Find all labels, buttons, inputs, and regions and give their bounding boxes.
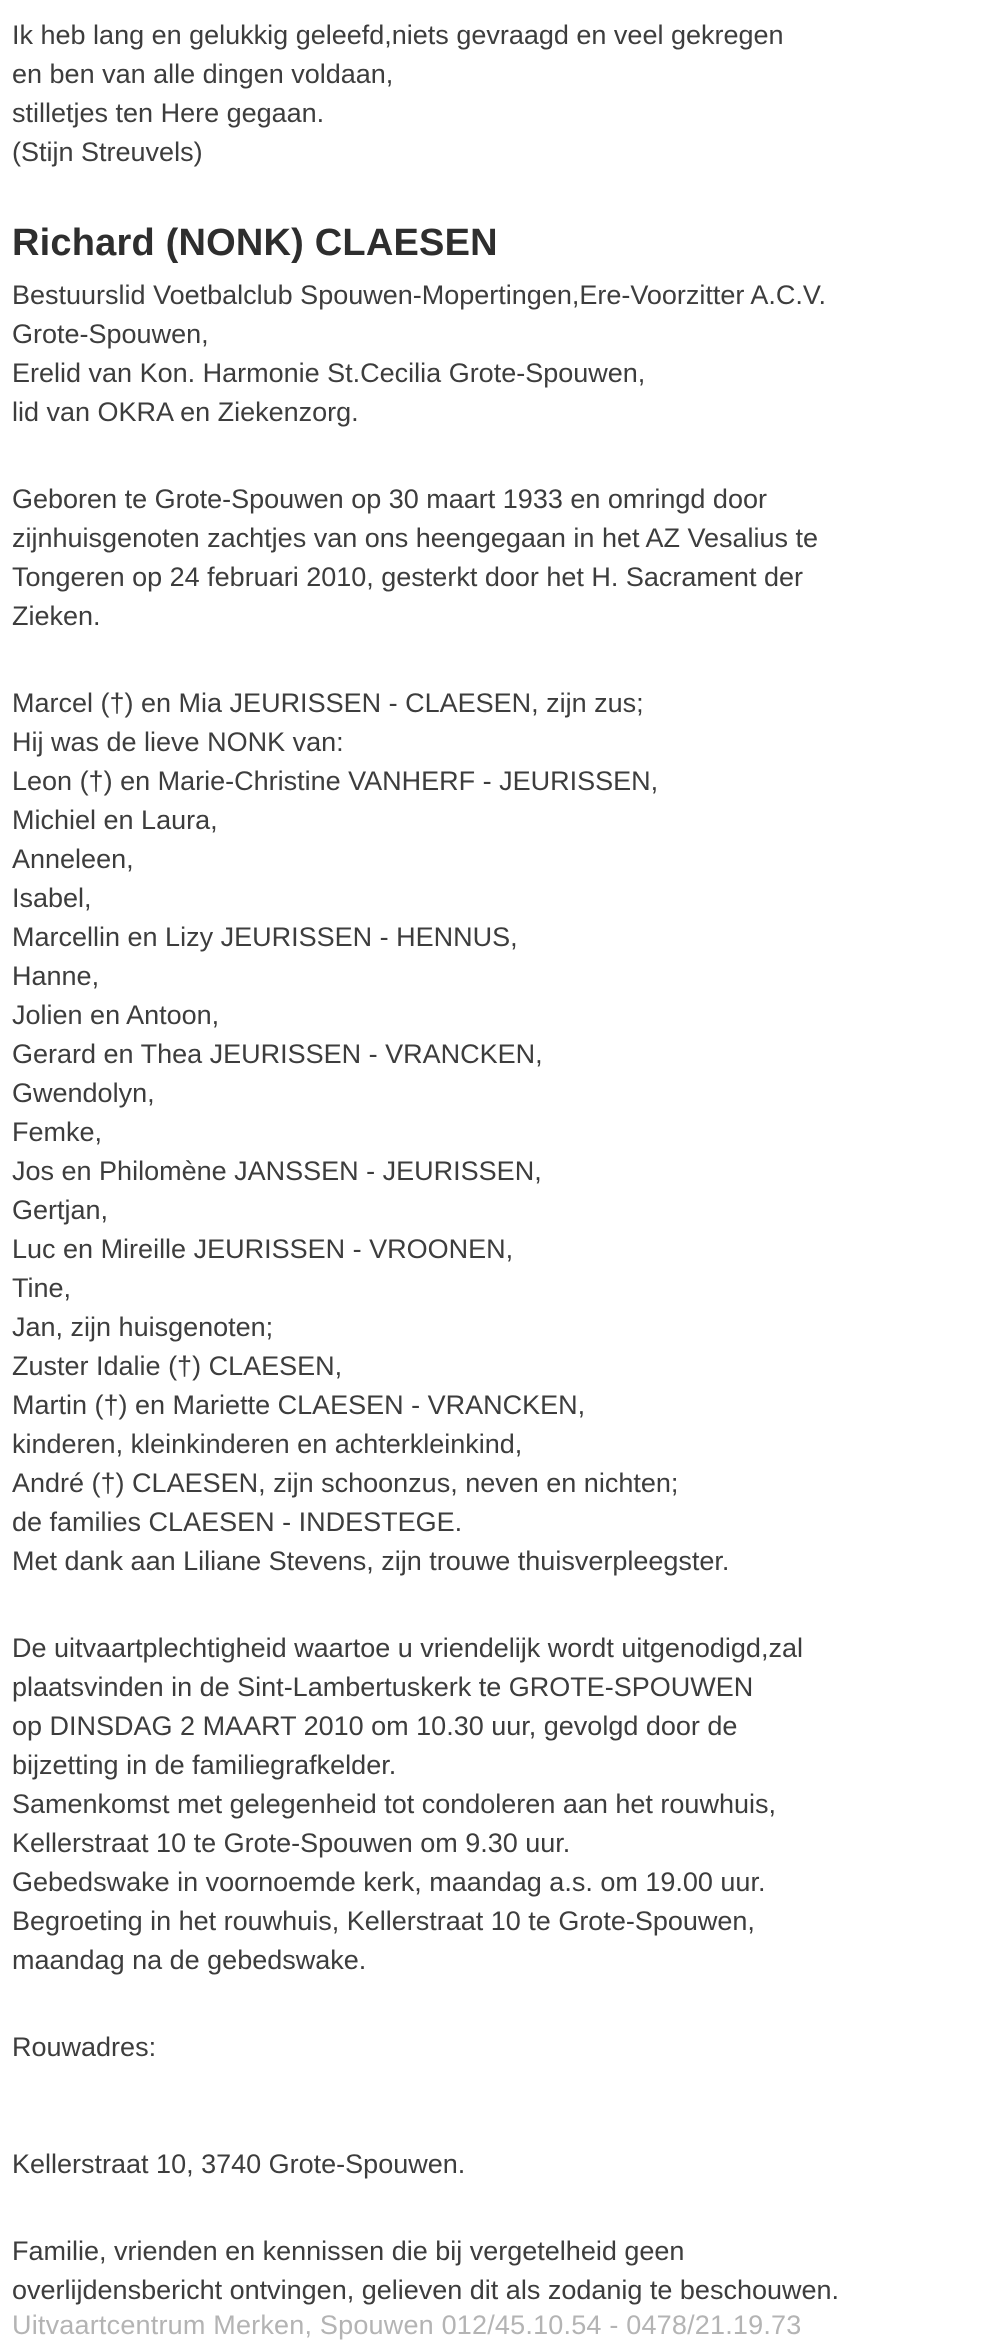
apology-line: overlijdensbericht ontvingen, gelieven dit als zodanig te beschouwen.	[12, 2275, 840, 2305]
rouwadres-address: Kellerstraat 10, 3740 Grote-Spouwen.	[12, 2149, 466, 2179]
obituary-line: Tongeren op 24 februari 2010, gesterkt door het H. Sacrament der	[12, 562, 803, 592]
family-line: André (†) CLAESEN, zijn schoonzus, neven en nichten;	[12, 1468, 679, 1498]
family-line: Leon (†) en Marie-Christine VANHERF - JEURISSEN,	[12, 766, 659, 796]
ceremony-line: plaatsvinden in de Sint-Lambertuskerk te GROTE-SPOUWEN	[12, 1672, 754, 1702]
family-line: Hij was de lieve NONK van:	[12, 727, 344, 757]
family-line: Luc en Mireille JEURISSEN - VROONEN,	[12, 1234, 514, 1264]
family-line: kinderen, kleinkinderen en achterkleinkind,	[12, 1429, 523, 1459]
family-line: Michiel en Laura,	[12, 805, 218, 835]
family-line: Met dank aan Liliane Stevens, zijn trouwe thuisverpleegster.	[12, 1546, 730, 1576]
family-line: Jolien en Antoon,	[12, 1000, 220, 1030]
ceremony-line: De uitvaartplechtigheid waartoe u vriendelijk wordt uitgenodigd,zal	[12, 1633, 803, 1663]
family-line: Femke,	[12, 1117, 103, 1147]
family-line: Anneleen,	[12, 844, 134, 874]
ceremony-line: op DINSDAG 2 MAART 2010 om 10.30 uur, gevolgd door de	[12, 1711, 738, 1741]
obituary-line: Geboren te Grote-Spouwen op 30 maart 1933 en omringd door	[12, 484, 767, 514]
role-line: lid van OKRA en Ziekenzorg.	[12, 397, 359, 427]
deceased-name: Richard (NONK) CLAESEN	[12, 222, 498, 264]
ceremony-line: maandag na de gebedswake.	[12, 1945, 367, 1975]
ceremony-line: Samenkomst met gelegenheid tot condoleren aan het rouwhuis,	[12, 1789, 776, 1819]
quote-line: (Stijn Streuvels)	[12, 137, 203, 167]
birth-death-notice	[12, 480, 988, 636]
quote-line: en ben van alle dingen voldaan,	[12, 59, 394, 89]
opening-quote	[12, 16, 988, 172]
ceremony-line: bijzetting in de familiegrafkelder.	[12, 1750, 397, 1780]
family-line: Gerard en Thea JEURISSEN - VRANCKEN,	[12, 1039, 543, 1069]
ceremony-details	[12, 1629, 988, 1980]
family-line: Zuster Idalie (†) CLAESEN,	[12, 1351, 343, 1381]
family-line: Gertjan,	[12, 1195, 109, 1225]
ceremony-line: Gebedswake in voornoemde kerk, maandag a.s. om 19.00 uur.	[12, 1867, 766, 1897]
ceremony-line: Begroeting in het rouwhuis, Kellerstraat 10 te Grote-Spouwen,	[12, 1906, 755, 1936]
obituary-line: Zieken.	[12, 601, 101, 631]
family-line: de families CLAESEN - INDESTEGE.	[12, 1507, 463, 1537]
obituary-line: zijnhuisgenoten zachtjes van ons heengegaan in het AZ Vesalius te	[12, 523, 819, 553]
family-line: Jos en Philomène JANSSEN - JEURISSEN,	[12, 1156, 542, 1186]
quote-line: Ik heb lang en gelukkig geleefd,niets gevraagd en veel gekregen	[12, 20, 784, 50]
role-line: Bestuurslid Voetbalclub Spouwen-Mopertingen,Ere-Voorzitter A.C.V.	[12, 280, 826, 310]
family-line: Gwendolyn,	[12, 1078, 155, 1108]
roles-memberships	[12, 276, 988, 432]
family-line: Marcel (†) en Mia JEURISSEN - CLAESEN, zijn zus;	[12, 688, 644, 718]
family-line: Marcellin en Lizy JEURISSEN - HENNUS,	[12, 922, 518, 952]
apology-line: Familie, vrienden en kennissen die bij vergetelheid geen	[12, 2236, 685, 2266]
funeral-home-footer: Uitvaartcentrum Merken, Spouwen 012/45.10.54 - 0478/21.19.73	[12, 2310, 802, 2340]
family-line: Martin (†) en Mariette CLAESEN - VRANCKEN,	[12, 1390, 586, 1420]
role-line: Erelid van Kon. Harmonie St.Cecilia Grote-Spouwen,	[12, 358, 646, 388]
ceremony-line: Kellerstraat 10 te Grote-Spouwen om 9.30 uur.	[12, 1828, 571, 1858]
family-line: Hanne,	[12, 961, 100, 991]
family-line: Tine,	[12, 1273, 72, 1303]
role-line: Grote-Spouwen,	[12, 319, 209, 349]
family-line: Jan, zijn huisgenoten;	[12, 1312, 274, 1342]
family-line: Isabel,	[12, 883, 92, 913]
quote-line: stilletjes ten Here gegaan.	[12, 98, 325, 128]
apology-note	[12, 2232, 988, 2310]
rouwadres-label: Rouwadres:	[12, 2032, 157, 2062]
family-list	[12, 684, 988, 1581]
